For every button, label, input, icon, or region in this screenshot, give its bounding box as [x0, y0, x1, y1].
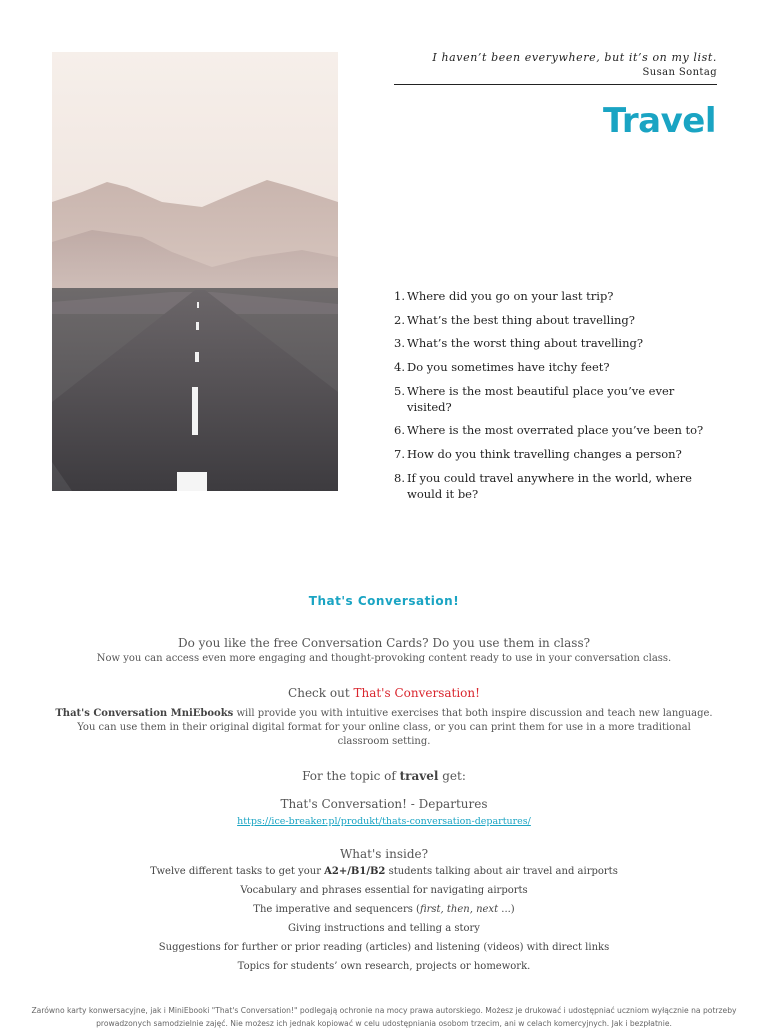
inside-item: Giving instructions and telling a story [288, 923, 480, 934]
inside-item: The imperative and sequencers (first, then, next ...) [253, 904, 515, 915]
question-item: 2. What’s the best thing about travelling? [394, 312, 635, 327]
inside-item: Topics for students’ own research, projects or homework. [237, 961, 531, 972]
quote-author: Susan Sontag [642, 67, 717, 78]
inside-list [52, 862, 716, 976]
product-url-link[interactable]: https://ice-breaker.pl/produkt/thats-conversation-departures/ [237, 816, 531, 827]
check-out-line: Check out That's Conversation! [288, 686, 480, 700]
inside-heading: What's inside? [339, 847, 429, 861]
ebook-description: That's Conversation MniEbooks will provide you with intuitive exercises that both inspire discussion and teach new language. You can use them in their original digital format for your online class, or you can print them for use in a more traditional classroom setting. [55, 708, 713, 747]
topic-line: For the topic of travel get: [302, 769, 466, 783]
question-item: 7. How do you think travelling changes a person? [394, 447, 682, 462]
question-item: 6. Where is the most overrated place you’ve been to? [394, 423, 704, 438]
check-out-link[interactable]: That's Conversation! [353, 686, 480, 700]
question-item: 3. What’s the worst thing about travelling? [394, 336, 644, 351]
question-list [394, 288, 714, 510]
promo-heading: That's Conversation! [308, 594, 460, 608]
product-name[interactable]: That's Conversation! - Departures [280, 797, 488, 811]
inside-item: Twelve different tasks to get your A2+/B1/B2 students talking about air travel and airports [150, 866, 618, 877]
quote-block [394, 50, 717, 85]
road-photo [52, 52, 338, 491]
question-item: 8. If you could travel anywhere in the world, where would it be? [394, 470, 692, 501]
question-item: 1. Where did you go on your last trip? [394, 289, 614, 303]
copyright-footer: Zarówno karty konwersacyjne, jak i MiniEbooki "That's Conversation!" podlegają ochronie na mocy prawa autorskiego. Możesz je drukować i udostępniać uczniom wyłącznie na potrzeby prowadzonych samodzielnie zajęć. Nie możesz ich jednak kopiować w celu udostępniania osobom trzecim, ani w celach komercyjnych. Jak i bezpłatnie. [31, 1006, 737, 1028]
quote-text: I haven’t been everywhere, but it’s on my list. [432, 51, 717, 64]
promo-question: Do you like the free Conversation Cards? Do you use them in class? [177, 636, 591, 650]
question-item: 5. Where is the most beautiful place you’ve ever visited? [394, 383, 675, 414]
inside-item: Vocabulary and phrases essential for navigating airports [240, 885, 528, 896]
promo-subtext: Now you can access even more engaging and thought-provoking content ready to use in your conversation class. [96, 653, 672, 664]
question-item: 4. Do you sometimes have itchy feet? [394, 360, 610, 375]
promo-section [52, 594, 716, 976]
page-title: Travel [602, 101, 716, 141]
inside-item: Suggestions for further or prior reading (articles) and listening (videos) with direct links [158, 942, 610, 953]
